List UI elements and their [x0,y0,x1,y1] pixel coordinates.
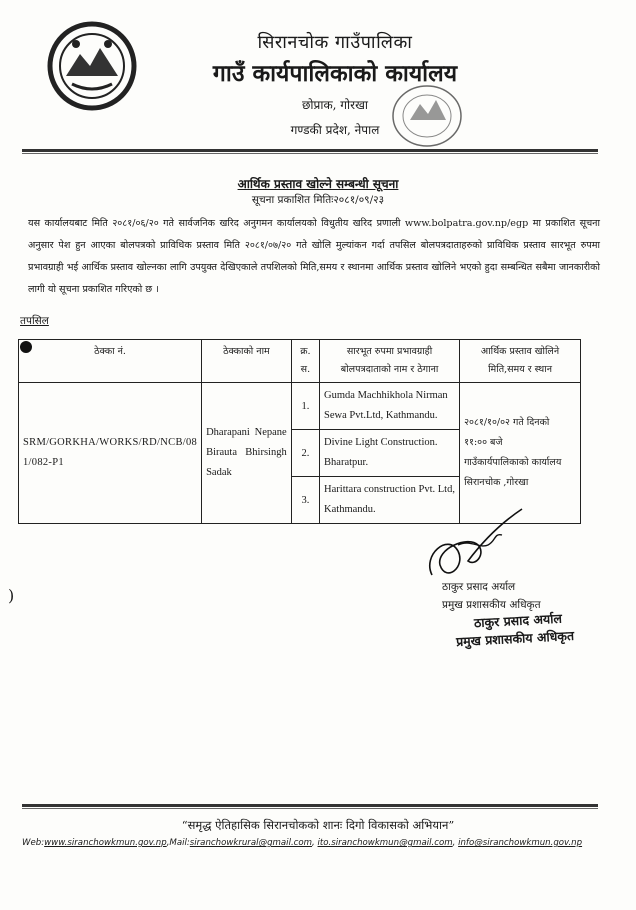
header-rule [22,149,598,152]
table-header-row [19,340,581,383]
government-emblem-icon [46,20,138,112]
punch-hole-mark [20,341,32,353]
bidder-sn: 3. [291,477,319,524]
signatory-name: ठाकुर प्रसाद अर्याल [442,581,516,593]
footer-contacts: Web:www.siranchowkmun.gov.np,Mail:siranchowkrural@gmail.com, ito.siranchowkmun@gmail.com, info@siranchowkmun.gov.np [22,838,583,848]
table-row [19,383,581,430]
footer-rule-thin [22,808,598,809]
stamp-title: प्रमुख प्रशासकीय अधिकृत [455,627,575,650]
header-opening: आर्थिक प्रस्ताव खोलिने मिति,समय र स्थान [460,340,581,383]
opening-cell [460,383,581,524]
header-contract-no: ठेक्का नं. [19,340,202,383]
footer-rule [22,804,598,807]
notice-published-date: सूचना प्रकाशित मितिः२०८१/०९/२३ [251,194,385,206]
signatory-title: प्रमुख प्रशासकीय अधिकृत [442,599,541,611]
opening-time: ११:०० बजे [464,437,503,448]
notice-title: आर्थिक प्रस्ताव खोल्ने सम्बन्धी सूचना [237,177,399,191]
bidder-sn: 1. [291,383,319,430]
email-link-2[interactable]: ito.siranchowkmun@gmail.com [317,838,453,848]
opening-place-line1: गाउँकार्यपालिकाको कार्यालय [464,457,562,468]
opening-place-line2: सिरानचोक ,गोरखा [464,477,529,488]
email-link-1[interactable]: siranchowkrural@gmail.com [189,838,313,848]
stamp-name: ठाकुर प्रसाद अर्याल [473,610,563,631]
header-contract-name: ठेक्काको नाम [202,340,292,383]
header-sn: क्र. स. [291,340,319,383]
opening-date: २०८१/१०/०२ गते दिनको [464,417,550,428]
office-subtitle: गाउँ कार्यपालिकाको कार्यालय [212,60,458,87]
email-link-3[interactable]: info@siranchowkmun.gov.np [458,838,583,848]
office-address-line2: गण्डकी प्रदेश, नेपाल [290,123,380,137]
schedule-label: तपसिल [20,315,49,327]
contract-name-cell: Dharapani Nepane Birauta Bhirsingh Sadak [202,383,292,524]
office-seal-icon [388,80,466,150]
web-label: Web: [22,838,45,848]
header-rule-thin [22,153,598,154]
bidder-name: Divine Light Construction. Bharatpur. [320,430,460,477]
website-link[interactable]: www.siranchowkmun.gov.np [44,838,167,848]
contract-no-cell: SRM/GORKHA/WORKS/RD/NCB/08 1/082-P1 [19,383,202,524]
bidder-sn: 2. [291,430,319,477]
notice-body: यस कार्यालयबाट मिति २०८१/०६/२० गते सार्वजनिक खरिद अनुगमन कार्यालयको विधुतीय खरिद प्रणाली www.bolpatra.gov.np/egp मा प्रकाशित सूचना अनुसार पेश हुन आएका बोलपत्रको प्राविधिक प्रस्ताव मिति २०८१/०७/२० गते खोलि मुल्यांकन गर्दा तपसिल बोलपत्रदाताहरुको प्राविधिक प्रस्ताव सारभूत रुपमा प्रभावग्राही भई आर्थिक प्रस्ताव खोल्नका लागि उपयुक्त देखिएकाले तपशिलको मिति,समय र स्थानमा आर्थिक प्रस्ताव खोलिने भएको हुदा सम्बन्धित सबैमा जानकारीको लागी यो सूचना प्रकाशित गरिएको छ । [28,218,600,295]
margin-mark: ) [8,586,15,605]
office-name: सिरानचोक गाउँपालिका [257,32,413,53]
header-bidders: सारभूत रुपमा प्रभावग्राही बोलपत्रदाताको नाम र ठेगाना [320,340,460,383]
bidder-name: Gumda Machhikhola Nirman Sewa Pvt.Ltd, Kathmandu. [320,383,460,430]
schedule-table [18,339,581,524]
mail-label: ,Mail: [166,838,190,848]
bidder-name: Harittara construction Pvt. Ltd, Kathmandu. [320,477,460,524]
footer-slogan: “समृद्ध ऐतिहासिक सिरानचोकको शानः दिगो विकासको अभियान” [181,818,455,832]
office-address-line1: छोप्राक, गोरखा [302,98,368,112]
